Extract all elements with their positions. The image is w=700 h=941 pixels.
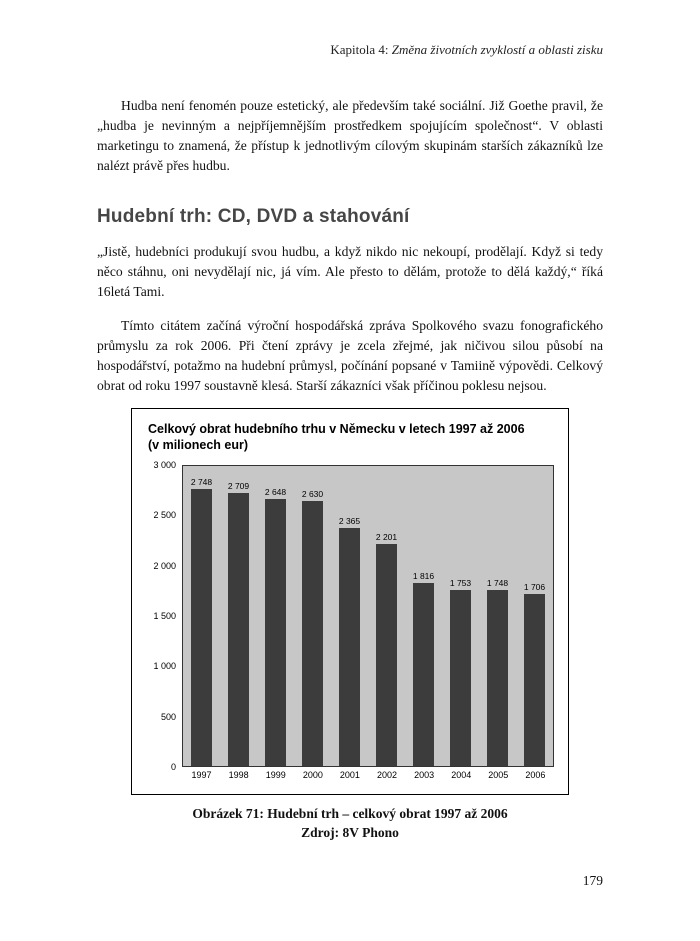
x-tick-label: 2005 (488, 770, 509, 780)
bar-value-label: 2 365 (338, 515, 361, 526)
bar-group (442, 466, 479, 766)
figure-caption-line2: Zdroj: 8V Phono (301, 825, 399, 840)
bar-group (368, 466, 405, 766)
bar-value-label: 1 706 (523, 582, 546, 593)
bar (302, 501, 323, 766)
paragraph-quote: „Jistě, hudebníci produkují svou hudbu, a když nikdo nic nekoupí, prodělají. Když si tedy něco stáhnu, oni nevydělají nic, já vím. Ale přesto to dělám, protože to dělá každý,“ říká 16letá Tami. (97, 244, 603, 299)
bar (524, 594, 545, 766)
bar-group (405, 466, 442, 766)
chart-plot-row (142, 460, 554, 772)
bar (413, 583, 434, 766)
paragraph-intro: Hudba není fenomén pouze estetický, ale především také sociální. Již Goethe pravil, že „hudba je nevinným a nejpříjemnějším prostředkem spojujícím společnost“. V oblasti marketingu to znamená, že přístup k jednotlivým cílovým skupinám starších zákazníků lze nalézt právě přes hudbu. (97, 98, 603, 173)
x-tick-label: 1999 (265, 770, 286, 780)
bar (191, 489, 212, 766)
bar-value-label: 2 201 (375, 532, 398, 543)
y-tick-label: 1 000 (153, 661, 176, 672)
paragraph-report: Tímto citátem začíná výroční hospodářská zpráva Spolkového svazu fonografického průmyslu za rok 2006. Při čtení zprávy je zcela zřejmé, jak ničivou silou působí na hospodářství, potažmo na hudební průmysl, počínání popsané v Tamiině výpovědi. Celkový obrat od roku 1997 soustavně klesá. Starší zákazníci však příčinou poklesu nejsou. (97, 318, 603, 393)
chart-title-line1: Celkový obrat hudebního trhu v Německu v letech 1997 až 2006 (148, 422, 525, 436)
figure-caption-line1: Obrázek 71: Hudební trh – celkový obrat 1997 až 2006 (192, 806, 508, 821)
x-tick-label: 1997 (191, 770, 212, 780)
bar (228, 493, 249, 766)
bar (265, 499, 286, 766)
bar-value-label: 1 748 (486, 578, 509, 589)
bar (450, 590, 471, 766)
bar-value-label: 2 748 (190, 477, 213, 488)
y-axis (142, 460, 182, 772)
bar-group (183, 466, 220, 766)
bar-group (257, 466, 294, 766)
chart-title-line2: (v milionech eur) (148, 438, 249, 452)
bar-group (479, 466, 516, 766)
bar (376, 544, 397, 766)
y-tick-label: 2 000 (153, 560, 176, 571)
x-tick-label: 1998 (228, 770, 249, 780)
x-tick-label: 2002 (377, 770, 398, 780)
x-tick-label: 2001 (339, 770, 360, 780)
figure-caption (0, 804, 700, 842)
bar-value-label: 2 648 (264, 487, 287, 498)
chart-title (142, 421, 554, 453)
page-number: 179 (582, 873, 603, 888)
x-tick-label: 2004 (451, 770, 472, 780)
bar-group (331, 466, 368, 766)
bar (487, 590, 508, 766)
running-header-chapter: Kapitola 4: (330, 42, 392, 57)
bar-value-label: 2 630 (301, 489, 324, 500)
chart-figure (131, 408, 569, 795)
plot-area (182, 465, 554, 767)
y-tick-label: 0 (170, 762, 176, 772)
running-header-title: Změna životních zvyklostí a oblasti zisku (391, 42, 603, 57)
y-tick-label: 3 000 (153, 460, 176, 470)
x-tick-label: 2006 (525, 770, 546, 780)
bar-value-label: 2 709 (227, 481, 250, 492)
bar-group (516, 466, 553, 766)
running-header (97, 42, 603, 58)
y-tick-label: 500 (160, 711, 176, 722)
y-tick-label: 2 500 (153, 510, 176, 521)
section-heading: Hudební trh: CD, DVD a stahování (97, 206, 410, 227)
x-axis (183, 770, 554, 780)
bar-value-label: 1 753 (449, 577, 472, 588)
y-tick-label: 1 500 (153, 611, 176, 621)
bar-group (294, 466, 331, 766)
x-tick-label: 2003 (414, 770, 435, 780)
bar-group (220, 466, 257, 766)
x-tick-label: 2000 (302, 770, 323, 780)
bar (339, 528, 360, 766)
bar-value-label: 1 816 (412, 571, 435, 582)
